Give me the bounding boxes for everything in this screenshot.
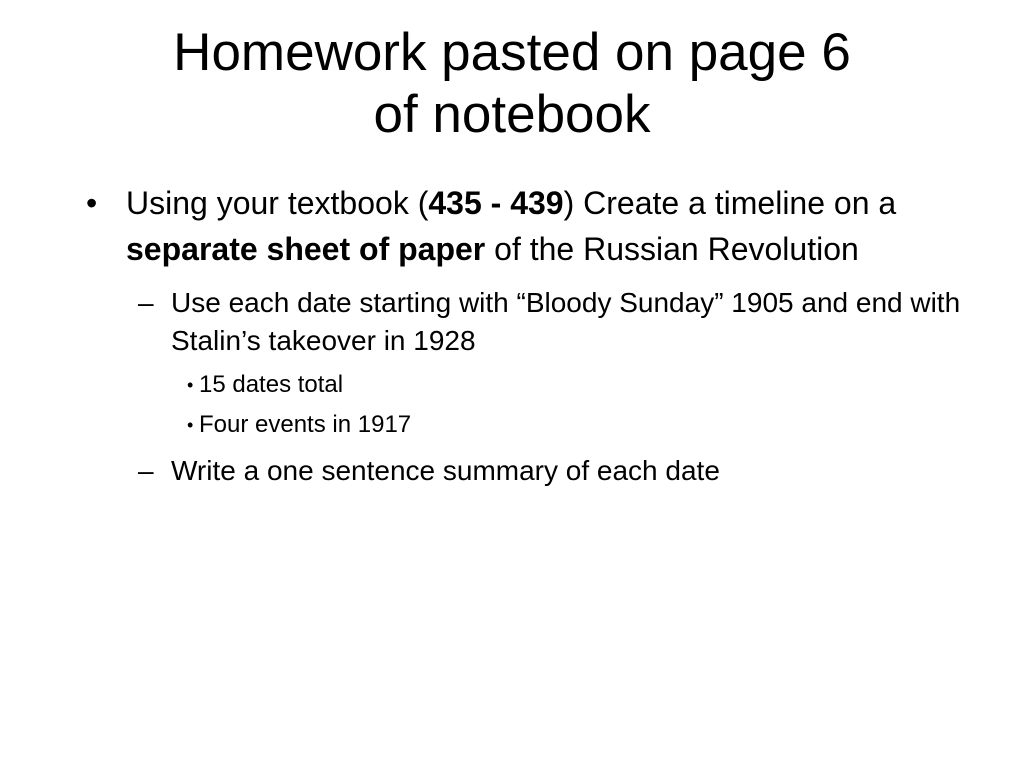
sub-sub-bullet-count-text: 15 dates total [199,371,344,398]
bullet-marker: • [86,185,98,221]
sub-bullet-summary-text: Write a one sentence summary of each date [171,455,720,486]
sub-bullet-dates-text: Use each date starting with “Bloody Sunday” 1905 and end with Stalin’s takeover in 1928 [171,287,961,356]
sub-sub-bullet-count [171,370,966,400]
bullet-text-a: Using your textbook ( [126,185,429,221]
bullet-textbook-timeline [86,180,966,272]
sub-bullet-dates [126,284,966,360]
sub-sub-bullet-1917-text: Four events in 1917 [199,411,412,438]
sub-bullet-summary [126,452,966,490]
slide-title [60,22,964,146]
bullet-text-b: ) Create a timeline on a [563,185,897,221]
bullet-pages-bold: 435 - 439 [428,185,564,221]
bullet-sheet-bold: separate sheet of paper [126,231,486,267]
small-bullet-marker: • [187,415,194,435]
slide-body [86,180,966,490]
title-line-1: Homework pasted on page 6 [173,23,851,82]
title-line-2: of notebook [373,85,651,144]
dash-marker: – [138,287,154,318]
dash-marker: – [138,455,154,486]
small-bullet-marker: • [187,375,194,395]
bullet-text-c: of the Russian Revolution [485,231,859,267]
sub-sub-bullet-1917 [171,410,966,440]
